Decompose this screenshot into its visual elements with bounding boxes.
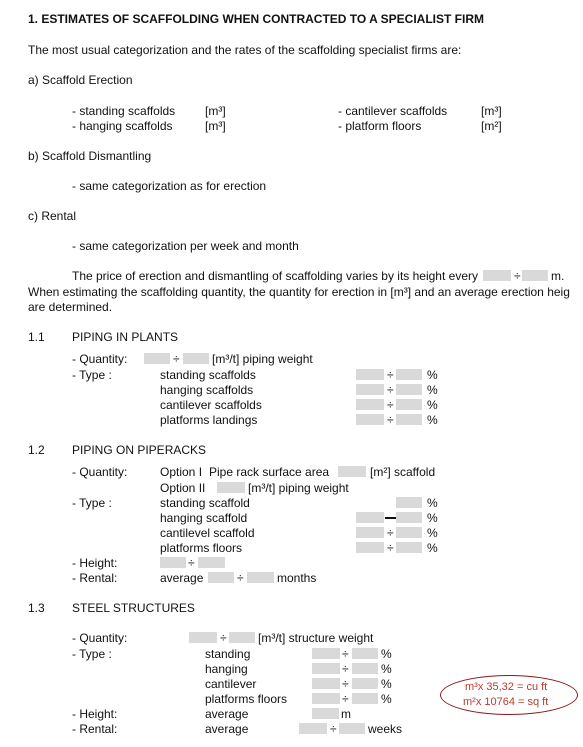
paragraph-line-2: When estimating the scaffolding quantity, the quantity for erection in [m³] and an average erection heig [28,285,570,299]
percent-sign: % [381,692,392,706]
type-item: cantilever [205,677,257,691]
section-number: 1.2 [28,443,45,457]
input-blank[interactable] [352,678,378,689]
range-separator: ÷ [342,647,349,661]
rental-unit: months [277,571,317,585]
input-blank[interactable] [183,353,209,364]
rental-note: - same categorization per week and month [72,239,299,253]
option-unit: [m²] scaffold [370,465,436,479]
input-blank[interactable] [189,632,217,643]
percent-sign: % [427,496,438,510]
input-blank[interactable] [396,497,422,508]
input-blank[interactable] [396,399,422,410]
percent-sign: % [427,526,438,540]
input-blank[interactable] [208,572,234,583]
input-blank[interactable] [356,527,384,538]
input-blank[interactable] [356,369,384,380]
erection-title: a) Scaffold Erection [28,73,133,87]
rental-label: - Rental: [72,571,118,585]
input-blank[interactable] [198,557,225,568]
range-separator: ÷ [387,526,394,540]
quantity-label: - Quantity: [72,631,128,645]
input-blank[interactable] [396,414,422,425]
dismantling-title: b) Scaffold Dismantling [28,149,152,163]
type-item: hanging [205,662,248,676]
percent-sign: % [427,368,438,382]
erection-item-unit: [m³] [205,119,226,133]
input-blank[interactable] [312,678,340,689]
section-title: PIPING ON PIPERACKS [72,443,207,457]
input-blank[interactable] [352,663,378,674]
input-blank[interactable] [144,353,170,364]
percent-sign: % [427,383,438,397]
percent-sign: % [381,662,392,676]
type-item: hanging scaffolds [160,383,254,397]
range-separator: ÷ [387,541,394,555]
input-blank[interactable] [396,542,422,553]
input-blank[interactable] [312,663,340,674]
range-separator: ÷ [237,571,244,585]
average-label: average [160,571,204,585]
type-item: standing scaffolds [160,368,256,382]
section-number: 1.3 [28,601,45,615]
erection-item-label: - standing scaffolds [72,104,176,118]
paragraph-line-3: are determined. [28,300,113,314]
range-separator: ÷ [188,556,195,570]
input-blank[interactable] [217,482,245,493]
percent-sign: % [427,398,438,412]
input-blank[interactable] [483,270,511,281]
range-separator: ÷ [342,677,349,691]
input-blank[interactable] [396,369,422,380]
average-label: average [205,722,249,736]
range-separator: ÷ [387,383,394,397]
input-blank[interactable] [339,723,365,734]
input-blank[interactable] [299,723,327,734]
height-label: - Height: [72,556,118,570]
input-blank[interactable] [312,648,340,659]
rental-label: - Rental: [72,722,118,736]
percent-sign: % [427,413,438,427]
type-item: platforms floors [160,541,243,555]
option-label: Option II [160,481,206,495]
conversion-line-1: m³x 35,32 = cu ft [465,681,548,693]
type-item: platforms landings [160,413,258,427]
input-blank[interactable] [356,512,384,523]
input-blank[interactable] [356,542,384,553]
erection-item-unit: [m²] [481,119,502,133]
range-separator: ÷ [330,722,337,736]
type-label: - Type : [72,496,112,510]
input-blank[interactable] [356,399,384,410]
percent-sign: % [381,647,392,661]
quantity-unit: [m³/t] piping weight [212,352,313,366]
dash-mark [385,517,396,519]
input-blank[interactable] [352,648,378,659]
unit-label: m. [551,269,565,283]
type-label: - Type : [72,647,112,661]
type-item: cantilevel scaffold [160,526,255,540]
input-blank[interactable] [352,693,378,704]
height-label: - Height: [72,707,118,721]
range-separator: ÷ [387,398,394,412]
range-separator: ÷ [387,413,394,427]
erection-item-label: - cantilever scaffolds [338,104,448,118]
section-number: 1.1 [28,330,45,344]
input-blank[interactable] [396,527,422,538]
input-blank[interactable] [522,270,548,281]
range-separator: ÷ [220,631,227,645]
percent-sign: % [427,541,438,555]
section-title: STEEL STRUCTURES [72,601,195,615]
dismantling-note: - same categorization as for erection [72,179,267,193]
input-blank[interactable] [160,557,186,568]
type-item: platforms floors [205,692,288,706]
range-separator: ÷ [342,662,349,676]
input-blank[interactable] [312,708,339,719]
input-blank[interactable] [396,384,422,395]
input-blank[interactable] [338,466,366,477]
option-label: Option I [160,465,203,479]
erection-item-label: - hanging scaffolds [72,119,173,133]
range-separator: ÷ [342,692,349,706]
rental-unit: weeks [368,722,403,736]
type-label: - Type : [72,368,112,382]
input-blank[interactable] [312,693,340,704]
range-separator: ÷ [173,352,180,366]
document-heading: 1. ESTIMATES OF SCAFFOLDING WHEN CONTRACTED TO A SPECIALIST FIRM [28,12,484,26]
range-separator: ÷ [387,368,394,382]
percent-sign: % [381,677,392,691]
percent-sign: % [427,511,438,525]
input-blank[interactable] [247,572,274,583]
erection-item-label: - platform floors [338,119,422,133]
erection-item-unit: [m³] [205,104,226,118]
intro-text: The most usual categorization and the rates of the scaffolding specialist firms are: [28,43,462,57]
input-blank[interactable] [356,384,384,395]
option-text: Pipe rack surface area [209,465,330,479]
type-item: standing [205,647,251,661]
input-blank[interactable] [396,512,422,523]
paragraph-line-1: The price of erection and dismantling of scaffolding varies by its height every [72,269,478,283]
average-label: average [205,707,249,721]
input-blank[interactable] [356,414,384,425]
quantity-label: - Quantity: [72,352,128,366]
erection-item-unit: [m³] [481,104,502,118]
type-item: cantilever scaffolds [160,398,262,412]
option-unit: [m³/t] piping weight [248,481,349,495]
quantity-label: - Quantity: [72,465,128,479]
range-separator: ÷ [514,269,521,283]
height-unit: m [341,707,351,721]
input-blank[interactable] [229,632,255,643]
type-item: hanging scaffold [160,511,248,525]
rental-title: c) Rental [28,209,77,223]
quantity-unit: [m³/t] structure weight [258,631,374,645]
conversion-line-2: m²x 10764 = sq ft [463,696,549,708]
section-title: PIPING IN PLANTS [72,330,179,344]
type-item: standing scaffold [160,496,250,510]
